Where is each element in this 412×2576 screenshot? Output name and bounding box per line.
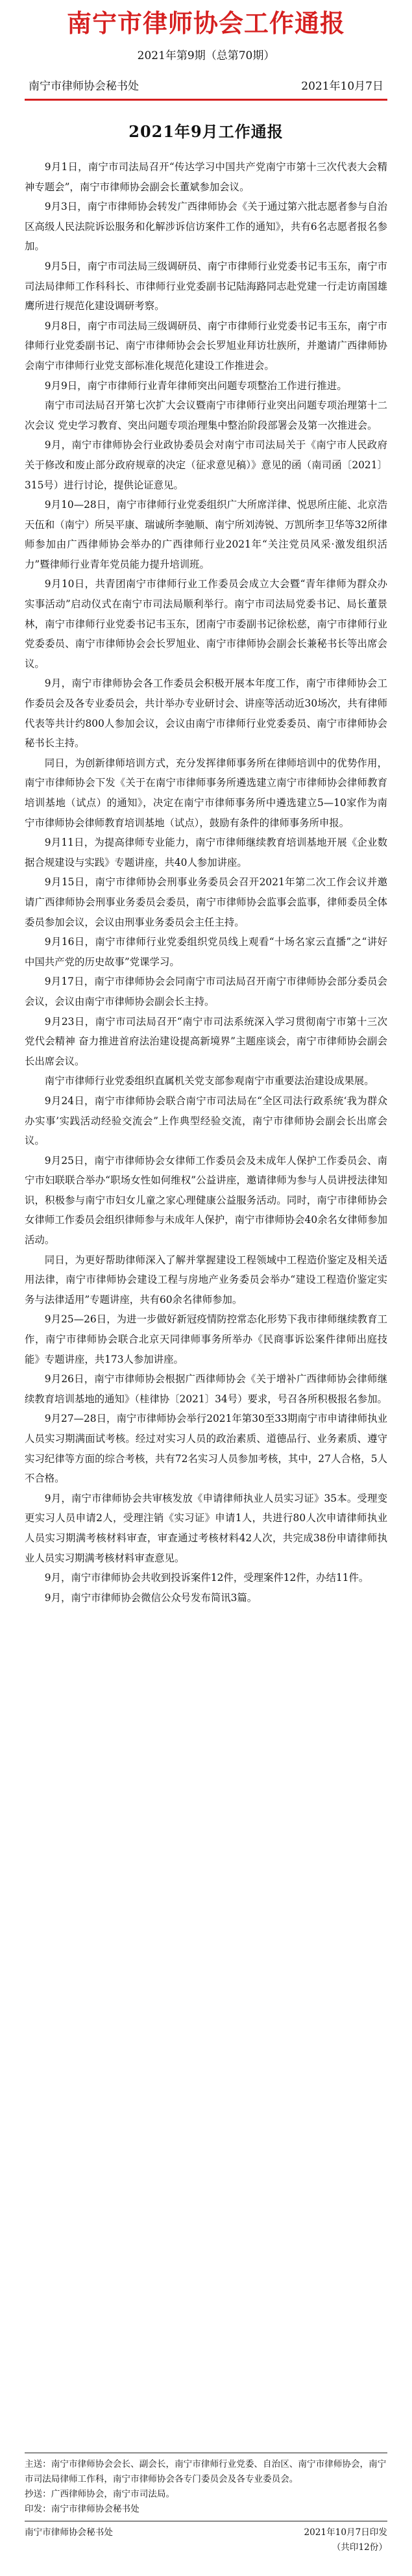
body-paragraph: 9月8日，南宁市司法局三级调研员、南宁市律师行业党委书记韦玉东，南宁市律师行业党委副书记、南宁市律师协会会长罗旭业拜访壮族所，并邀请广西律师协会南宁市律师行业党支部标准化规范化建设工作推进会。	[25, 320, 387, 372]
footer-cc	[25, 2487, 387, 2502]
document-title: 2021年9月工作通报	[128, 122, 284, 141]
body-paragraph: 9月25—26日，为进一步做好新冠疫情防控常态化形势下我市律师继续教育工作，南宁市律师协会联合北京天同律师事务所举办《民商事诉讼案件律师出庭技能》专题讲座，共173人参加讲座。	[25, 1313, 387, 1365]
distribution-footer	[25, 2449, 387, 2555]
body-paragraph: 南宁市司法局召开第七次扩大会议暨南宁市律师行业突出问题专项治理第十二次会议 党史学习教育、突出问题专项治理集中整治阶段部署会及第一次推进会。	[25, 399, 387, 431]
document-body	[25, 157, 387, 1608]
body-paragraph: 9月24日，南宁市律师协会联合南宁市司法局在“全区司法行政系统‘我为群众办实事’实践活动经验交流会”上作典型经验交流，南宁市律师协会副会长出席会议。	[25, 1094, 387, 1147]
body-paragraph: 9月11日，为提高律师专业能力，南宁市律师继续教育培训基地开展《企业数据合规建设与实践》专题讲座，共40人参加讲座。	[25, 837, 387, 868]
footer-cc-label: 抄送：	[25, 2489, 51, 2499]
body-paragraph: 同日，为创新律师培训方式，充分发挥律师事务所在律师培训中的优势作用，南宁市律师协会下发《关于在南宁市律师事务所遴选建立南宁市律师协会律师教育培训基地（试点）的通知》，决定在南宁市律师事务所中遴选建立5—10家作为南宁市律师协会律师教育培训基地（试点），鼓励有条件的律师事务所申报。	[25, 757, 387, 829]
red-separator	[25, 99, 387, 101]
footer-print	[25, 2502, 387, 2517]
masthead	[25, 0, 387, 65]
body-paragraph: 9月3日，南宁市律师协会转发广西律师协会《关于通过第六批志愿者参与自治区高级人民法院诉讼服务和化解涉诉信访案件工作的通知》，共有6名志愿者报名参加。	[25, 201, 387, 253]
body-paragraph: 9月26日，南宁市律师协会根据广西律师协会《关于增补广西律师协会律师继续教育培训基地的通知》（桂律协〔2021〕34号）要求，号召各所积极报名参加。	[25, 1373, 387, 1405]
footer-bottom-right: 2021年10月7日印发	[304, 2527, 387, 2538]
footer-print-text: 南宁市律师协会秘书处	[51, 2504, 139, 2514]
body-paragraph: 9月，南宁市律师协会各工作委员会积极开展本年度工作，南宁市律师协会工作委员会及各专业委员会，共计举办专业研讨会、讲座等活动近30场次，共有律师代表等共计约800人参加会议，会议由南宁市律师行业党委委员、南宁市律师协会秘书长主持。	[25, 677, 387, 750]
body-paragraph: 9月，南宁市律师协会行业政协委员会对南宁市司法局关于《南宁市人民政府关于修改和废止部分政府规章的决定（征求意见稿）》意见的函（南司函〔2021〕315号）进行讨论，提供论证意见。	[25, 439, 387, 491]
body-paragraph: 南宁市律师行业党委组织直属机关党支部参观南宁市重要法治建设成果展。	[44, 1075, 374, 1087]
body-paragraph: 9月9日，南宁市律师行业青年律师突出问题专项整治工作进行推进。	[44, 379, 347, 392]
issuer-name: 南宁市律师协会秘书处	[29, 80, 139, 93]
footer-page-total: （共印12份）	[332, 2542, 387, 2553]
body-paragraph: 9月，南宁市律师协会共审核发放《申请律师执业人员实习证》35本。受理变更实习人员申请2人，受理注销《实习证》申请1人，共进行80人次申请律师执业人员实习期满考核材料审查，审查通过考核材料42人次，共完成38份申请律师执业人员实习期满考核材料审查意见。	[25, 1492, 387, 1564]
issue-date: 2021年10月7日	[301, 80, 383, 93]
footer-send	[25, 2457, 387, 2487]
body-paragraph: 9月，南宁市律师协会共收到投诉案件12件，受理案件12件，办结11件。	[44, 1572, 369, 1584]
body-paragraph: 9月5日，南宁市司法局三级调研员、南宁市律师行业党委书记韦玉东，南宁市司法局律师工作科科长、市律师行业党委副书记陆海路同志赴党建一行走访南国雄鹰所进行规范化建设调研考察。	[25, 260, 387, 312]
body-paragraph: 9月1日，南宁市司法局召开“传达学习中国共产党南宁市第十三次代表大会精神专题会”，南宁市律师协会副会长董斌参加会议。	[25, 161, 387, 193]
issue-number: 2021年第9期（总第70期）	[137, 49, 275, 62]
body-paragraph: 9月23日，南宁市司法局召开“南宁市司法系统深入学习贯彻南宁市第十三次党代会精神 奋力推进首府法治建设提高新境界”主题座谈会，南宁市律师协会副会长出席会议。	[25, 1015, 387, 1067]
body-paragraph: 9月，南宁市律师协会微信公众号发布简讯3篇。	[44, 1591, 258, 1604]
footer-bottom-row	[25, 2525, 387, 2540]
body-paragraph: 同日，为更好帮助律师深入了解并掌握建设工程领域中工程造价鉴定及相关适用法律，南宁市律师协会建设工程与房地产业务委员会举办“建设工程造价鉴定实务与法律适用”专题讲座，共有60余名律师参加。	[25, 1254, 387, 1306]
body-paragraph: 9月10—28日，南宁市律师行业党委组织广大所席洋律、悦思所庄能、北京浩天伍和（南宁）所吴平康、瑞诚所李驰顺、南宁所刘涛锐、万凯所李卫华等32所律师参加由广西律师协会举办的广西律师行业2021年“关注党员风采·激发组织活力”暨律师行业青年党员能力提升培训班。	[25, 499, 387, 570]
body-paragraph: 9月27—28日，南宁市律师协会举行2021年第30至33期南宁市申请律师执业人员实习期满面试考核。经过对实习人员的政治素质、道德品行、业务素质、遵守实习纪律等方面的综合考核，共有72名实习人员参加考核，其中，27人合格，5人不合格。	[25, 1413, 387, 1485]
footer-print-label: 印发：	[25, 2504, 51, 2514]
issuer-row	[25, 77, 387, 96]
footer-bottom-left: 南宁市律师协会秘书处	[25, 2527, 113, 2538]
body-paragraph: 9月16日，南宁市律师行业党委组织党员线上观看“十场名家云直播”之“讲好中国共产党的历史故事”党课学习。	[25, 936, 387, 968]
footer-send-text: 南宁市律师协会会长、副会长，南宁市律师行业党委、自治区、南宁市律师协会，南宁市司法局律师工作科，南宁市律师协会各专门委员会及各专业委员会。	[25, 2459, 387, 2484]
footer-send-label: 主送：	[25, 2459, 51, 2469]
footer-cc-text: 广西律师协会，南宁市司法局。	[51, 2489, 175, 2499]
masthead-title: 南宁市律师协会工作通报	[66, 8, 345, 38]
body-paragraph: 9月17日，南宁市律师协会会同南宁市司法局召开南宁市律师协会部分委员会会议，会议由南宁市律师协会副会长主持。	[25, 976, 387, 1007]
body-paragraph: 9月25日，南宁市律师协会女律师工作委员会及未成年人保护工作委员会、南宁市妇联联合举办“职场女性如何维权”公益讲座，邀请律师为参与人员讲授法律知识，积极参与南宁市妇女儿童之家心理健康公益服务活动。同时，南宁市律师协会女律师工作委员会组织律师参与未成年人保护，南宁市律师协会40余名女律师参加活动。	[25, 1154, 387, 1246]
body-paragraph: 9月15日，南宁市律师协会刑事业务委员会召开2021年第二次工作会议并邀请广西律师协会刑事业务委员会委员，南宁市律师协会监事会监事，律师委员全体委员参加会议，会议由刑事业务委员会主任主持。	[25, 876, 387, 928]
body-paragraph: 9月10日，共青团南宁市律师行业工作委员会成立大会暨“青年律师为群众办实事活动”启动仪式在南宁市司法局顺利举行。南宁市司法局党委书记、局长董景林，南宁市律师行业党委书记韦玉东，团南宁市委副书记徐松慈，南宁市律师行业党委委员、南宁市律师协会会长罗旭业、南宁市律师协会副会长兼秘书长等出席会议。	[25, 578, 387, 670]
